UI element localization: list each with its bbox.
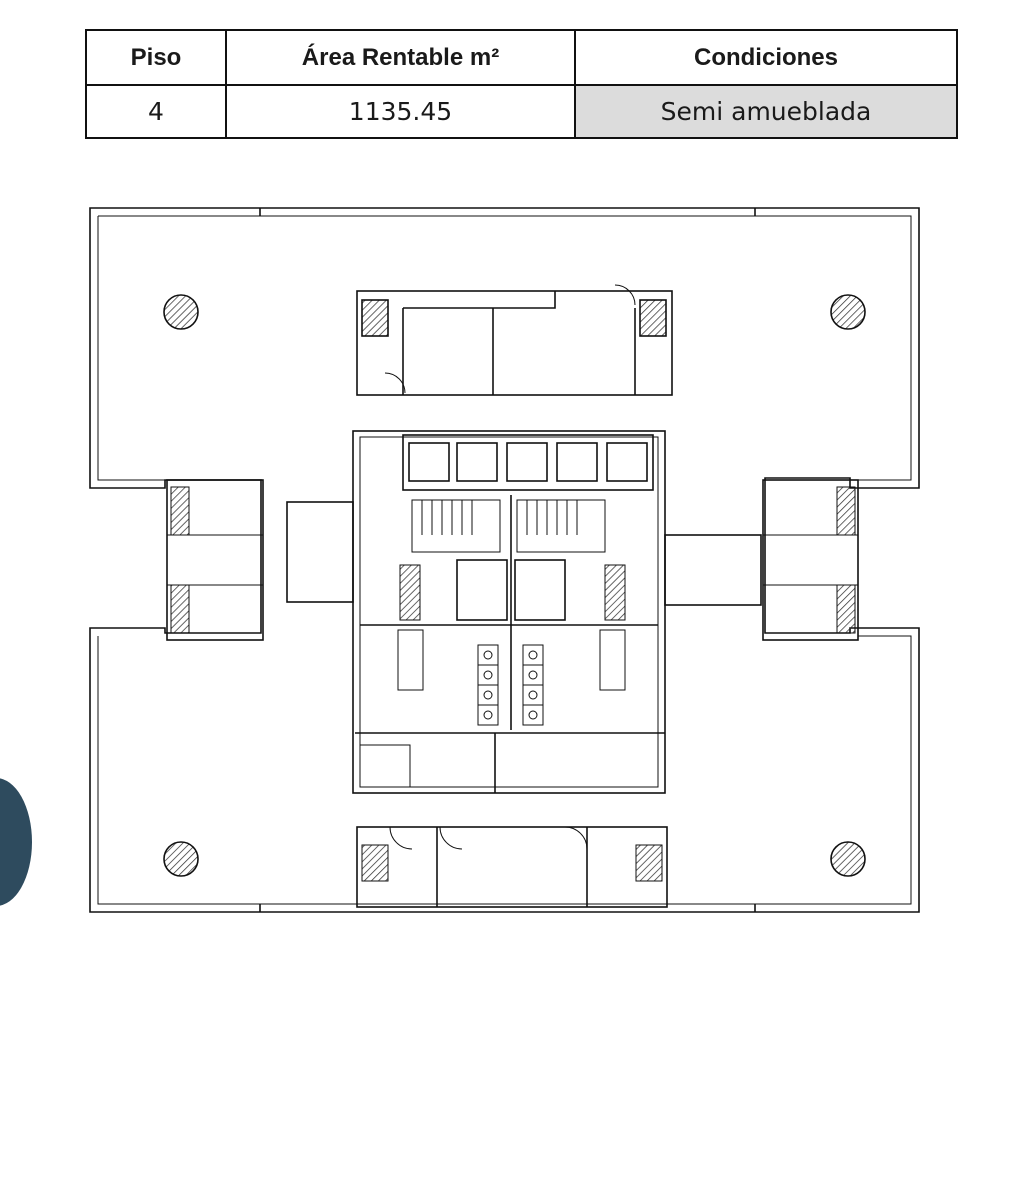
cell-condiciones: Semi amueblada [575, 85, 957, 138]
header-condiciones: Condiciones [575, 30, 957, 85]
cell-piso: 4 [86, 85, 226, 138]
table-header-row [86, 30, 957, 85]
decorative-circle [0, 778, 32, 906]
header-piso: Piso [86, 30, 226, 85]
header-area: Área Rentable m² [226, 30, 575, 85]
cell-area: 1135.45 [226, 85, 575, 138]
table-row [86, 85, 957, 138]
property-table [85, 29, 958, 139]
floor-plan [85, 205, 925, 920]
